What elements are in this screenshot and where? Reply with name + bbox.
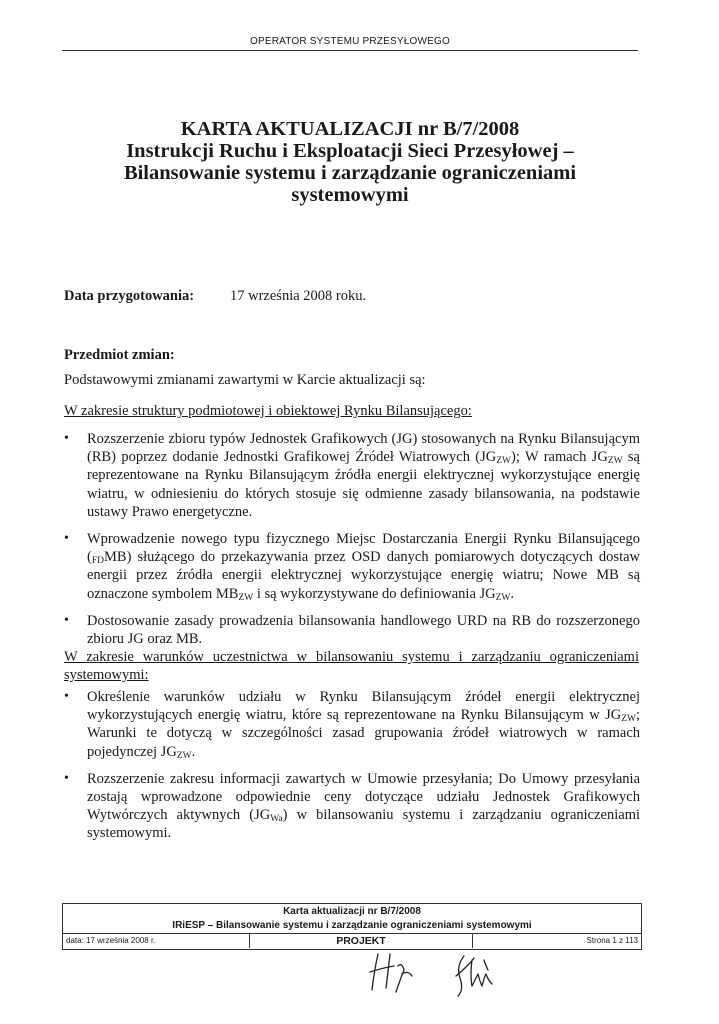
preparation-date-value: 17 września 2008 roku.: [230, 288, 367, 304]
handwritten-signatures: [360, 946, 520, 998]
bullet-icon: •: [64, 689, 69, 704]
signature-1: [370, 954, 412, 992]
footer-status: PROJEKT: [249, 934, 473, 948]
footer-date: data: 17 września 2008 r.: [66, 936, 156, 945]
title-line-4: systemowymi: [291, 184, 409, 206]
footer-title: [63, 904, 641, 934]
changes-heading: Przedmiot zmian:: [64, 347, 175, 363]
section-1-heading: W zakresie struktury podmiotowej i obiektowej Rynku Bilansującego:: [64, 403, 472, 419]
header-organization: OPERATOR SYSTEMU PRZESYŁOWEGO: [250, 36, 450, 47]
list-item: • Określenie warunków udziału w Rynku Bilansującym źródeł energii elektrycznej wykorzystujących energię wiatru, które są reprezentowane na Rynku Bilansującym w $JG_{ZW}$; Warunki te dotyczą w szczególności zasad grupowania źródeł wiatrowych w ramach pojedynczej $JG_{ZW}$.: [64, 689, 640, 761]
footer-line-1: Karta aktualizacji nr B/7/2008: [283, 906, 421, 917]
preparation-date-label: Data przygotowania:: [64, 288, 195, 304]
bullet-icon: •: [64, 531, 69, 547]
section-2-list: [64, 688, 640, 852]
footer-line-2: IRiESP – Bilansowanie systemu i zarządzanie ograniczeniami systemowymi: [172, 920, 532, 931]
title-line-1: KARTA AKTUALIZACJI nr B/7/2008: [180, 118, 520, 140]
preparation-date-row: [64, 288, 366, 305]
section-1-list: [64, 430, 640, 657]
section-2-heading: W zakresie warunków uczestnictwa w bilansowaniu systemu i zarządzaniu ograniczeniami systemowymi:: [64, 649, 639, 683]
bullet-icon: •: [64, 612, 69, 628]
list-item: • Dostosowanie zasady prowadzenia bilansowania handlowego URD na RB do rozszerzonego zbioru JG oraz MB.: [64, 612, 640, 648]
bullet-icon: •: [64, 770, 69, 786]
list-item: • Rozszerzenie zakresu informacji zawartych w Umowie przesyłania; Do Umowy przesyłania zostają wprowadzone odpowiednie ceny dotyczące udziału Jednostek Grafikowych Wytwórczych aktywnych $(JG_{Wa})$ w bilansowaniu systemu i zarządzaniu ograniczeniami systemowymi.: [64, 770, 641, 842]
page-header: [62, 36, 638, 51]
page-footer: [62, 903, 642, 950]
title-line-3: Bilansowanie systemu i zarządzanie ograniczeniami: [123, 162, 577, 184]
changes-intro: Podstawowymi zmianami zawartymi w Karcie aktualizacji są:: [64, 372, 426, 388]
title-line-2: Instrukcji Ruchu i Eksploatacji Sieci Przesyłowej –: [126, 140, 574, 162]
document-title: [62, 118, 638, 206]
footer-page-number: Strona 1 z 113: [586, 936, 638, 945]
list-item: • Rozszerzenie zbioru typów Jednostek Grafikowych (JG) stosowanych na Rynku Bilansującym (RB) poprzez dodanie Jednostki Grafikowej Źródeł Wiatrowych $(JG_{ZW})$; W ramach $JG_{ZW}$ są reprezentowane na Rynku Bilansującym źródła energii elektrycznej wykorzystujące energię wiatru, w odniesieniu do których stosuje się odmienne zasady bilansowania, na podstawie ustawy Prawo energetyczne.: [64, 431, 640, 520]
footer-meta: [63, 934, 641, 948]
list-item: • Wprowadzenie nowego typu fizycznego Miejsc Dostarczania Energii Rynku Bilansującego $(_{FD}MB)$ służącego do przekazywania przez OSD danych pomiarowych dotyczących dostaw energii przez źródła energii elektrycznej wykorzystujące energię wiatru; Nowe MB są oznaczone symbolem $MB_{ZW}$ i są wykorzystywane do definiowania $JG_{ZW}$.: [64, 531, 640, 603]
signature-2: [456, 956, 492, 996]
bullet-icon: •: [64, 431, 69, 446]
